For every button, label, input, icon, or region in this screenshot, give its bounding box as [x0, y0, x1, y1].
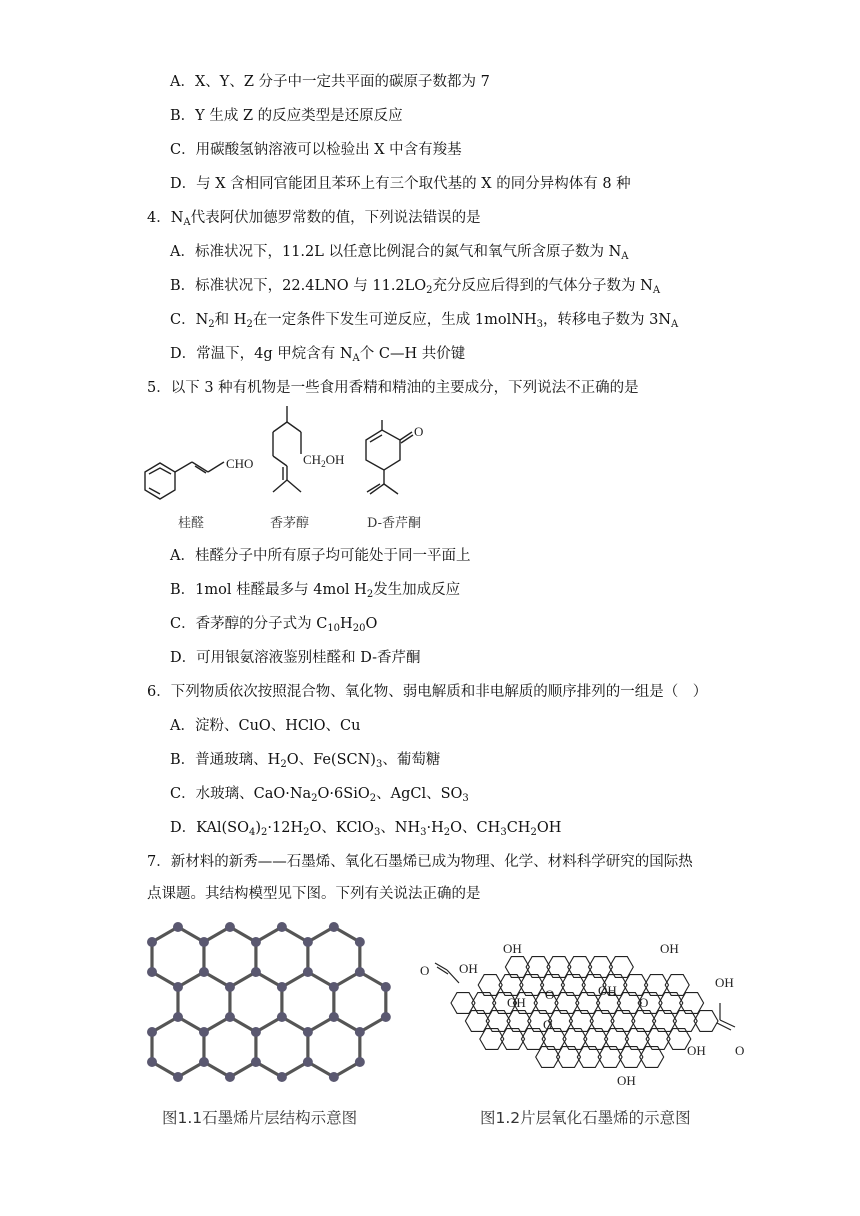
- q4-option-c: C．$N_2$和 $H_2$在一定条件下发生可逆反应，生成 1molNH$_3$，转移电子数为 $3N_A$: [170, 312, 679, 330]
- svg-text:OH: OH: [715, 975, 734, 990]
- svg-text:OH: OH: [617, 1073, 636, 1088]
- carbon-atom: [381, 982, 391, 992]
- svg-text:OH: OH: [687, 1043, 706, 1058]
- q6-option-a: A．淀粉、CuO、HClO、Cu: [170, 718, 361, 734]
- carbon-atom: [329, 1072, 339, 1082]
- carbon-atom: [251, 1027, 261, 1037]
- carbon-atom: [199, 937, 209, 947]
- carbon-atom: [199, 967, 209, 977]
- carbon-atom: [199, 1027, 209, 1037]
- carbon-atom: [147, 1027, 157, 1037]
- carbon-atom: [147, 967, 157, 977]
- svg-text:O: O: [414, 424, 424, 439]
- graphene-oxide-figure: [415, 935, 760, 1095]
- svg-text:OH: OH: [507, 995, 526, 1010]
- cinnamaldehyde-label: 桂醛: [178, 516, 205, 531]
- q5-option-c: C．香茅醇的分子式为 $C_{10}H_{20}O$: [170, 616, 378, 634]
- carbon-atom: [329, 922, 339, 932]
- q5-option-b: B．1mol 桂醛最多与 4mol $H_2$发生加成反应: [170, 582, 461, 600]
- carbon-atom: [251, 1057, 261, 1067]
- carbon-atom: [277, 922, 287, 932]
- q3-option-d: D．与 X 含相同官能团且苯环上有三个取代基的 X 的同分异构体有 8 种: [170, 176, 631, 192]
- carbon-atom: [225, 1072, 235, 1082]
- carbon-atom: [173, 982, 183, 992]
- svg-text:O: O: [735, 1043, 745, 1058]
- carbon-atom: [329, 1012, 339, 1022]
- carbon-atom: [173, 1072, 183, 1082]
- carbon-atom: [355, 937, 365, 947]
- q6-option-c: C．水玻璃、$CaO\cdot Na_2O\cdot 6SiO_2$、AgCl、$SO_3$: [170, 786, 469, 804]
- carbon-atom: [251, 967, 261, 977]
- carbon-atom: [173, 1012, 183, 1022]
- carbon-atom: [355, 1027, 365, 1037]
- carbon-atom: [303, 967, 313, 977]
- carbon-atom: [147, 937, 157, 947]
- svg-text:CH2OH: $CH_2OH$: [303, 452, 345, 469]
- svg-text:OH: OH: [503, 941, 522, 956]
- carbon-atom: [303, 1027, 313, 1037]
- carbon-atom: [225, 922, 235, 932]
- carbon-atom: [329, 982, 339, 992]
- carbon-atom: [199, 1057, 209, 1067]
- svg-text:OH: OH: [598, 983, 617, 998]
- carvone-label: D-香芹酮: [367, 516, 422, 531]
- citronellol-label: 香茅醇: [270, 516, 310, 531]
- carbon-atom: [303, 937, 313, 947]
- graphene-lattice-figure: [140, 915, 400, 1085]
- carbon-atom: [225, 1012, 235, 1022]
- carbon-atom: [277, 1072, 287, 1082]
- cinnamaldehyde-structure: [140, 430, 260, 510]
- carbon-atom: [303, 1057, 313, 1067]
- q3-option-b: B．Y 生成 Z 的反应类型是还原反应: [170, 108, 403, 124]
- carbon-atom: [355, 1057, 365, 1067]
- carvone-structure: [360, 420, 440, 510]
- q3-option-c: C．用碳酸氢钠溶液可以检验出 X 中含有羧基: [170, 142, 462, 158]
- carbon-atom: [381, 1012, 391, 1022]
- figure-1-2-caption: 图1.2片层氧化石墨烯的示意图: [480, 1109, 691, 1127]
- carbon-atom: [173, 922, 183, 932]
- svg-text:O: O: [639, 995, 649, 1010]
- q3-option-a: A．X、Y、Z 分子中一定共平面的碳原子数都为 7: [170, 74, 490, 90]
- svg-text:O: O: [543, 1017, 553, 1032]
- q6-stem: 6．下列物质依次按照混合物、氧化物、弱电解质和非电解质的顺序排列的一组是（ ）: [147, 684, 708, 700]
- carbon-atom: [147, 1057, 157, 1067]
- q7-stem-line1: 7．新材料的新秀——石墨烯、氧化石墨烯已成为物理、化学、材料科学研究的国际热: [147, 854, 693, 870]
- q6-option-b: B．普通玻璃、$H_2O$、$Fe(SCN)_3$、葡萄糖: [170, 752, 441, 770]
- q5-stem: 5．以下 3 种有机物是一些食用香精和精油的主要成分，下列说法不正确的是: [147, 380, 639, 396]
- svg-text:O: O: [420, 963, 430, 978]
- q7-stem-line2: 点课题。其结构模型见下图。下列有关说法正确的是: [147, 886, 481, 902]
- carbon-atom: [277, 982, 287, 992]
- citronellol-structure: [265, 398, 355, 508]
- carbon-atom: [277, 1012, 287, 1022]
- q4-stem: 4．$N_A$代表阿伏加德罗常数的值，下列说法错误的是: [147, 210, 481, 228]
- svg-text:CHO: CHO: [226, 456, 254, 471]
- q5-option-a: A．桂醛分子中所有原子均可能处于同一平面上: [170, 548, 471, 564]
- q4-option-b: B．标准状况下，22.4LNO 与 $11.2LO_2$充分反应后得到的气体分子数为 $N_A$: [170, 278, 661, 296]
- svg-text:O: O: [545, 987, 555, 1002]
- svg-text:OH: OH: [660, 941, 679, 956]
- q6-option-d: D．$KAl(SO_4)_2\cdot 12H_2O$、KClO$_3$、$NH_3\cdot H_2O$、$CH_3CH_2OH$: [170, 820, 562, 838]
- q4-option-d: D．常温下，4g 甲烷含有 $N_A$个 C—H 共价键: [170, 346, 466, 364]
- carbon-atom: [251, 937, 261, 947]
- carbon-atom: [225, 982, 235, 992]
- q4-option-a: A．标准状况下，11.2L 以任意比例混合的氮气和氧气所含原子数为 $N_A$: [170, 244, 629, 262]
- figure-1-1-caption: 图1.1石墨烯片层结构示意图: [162, 1109, 358, 1127]
- carbon-atom: [355, 967, 365, 977]
- svg-text:OH: OH: [459, 961, 478, 976]
- q5-option-d: D．可用银氨溶液鉴别桂醛和 D-香芹酮: [170, 650, 421, 666]
